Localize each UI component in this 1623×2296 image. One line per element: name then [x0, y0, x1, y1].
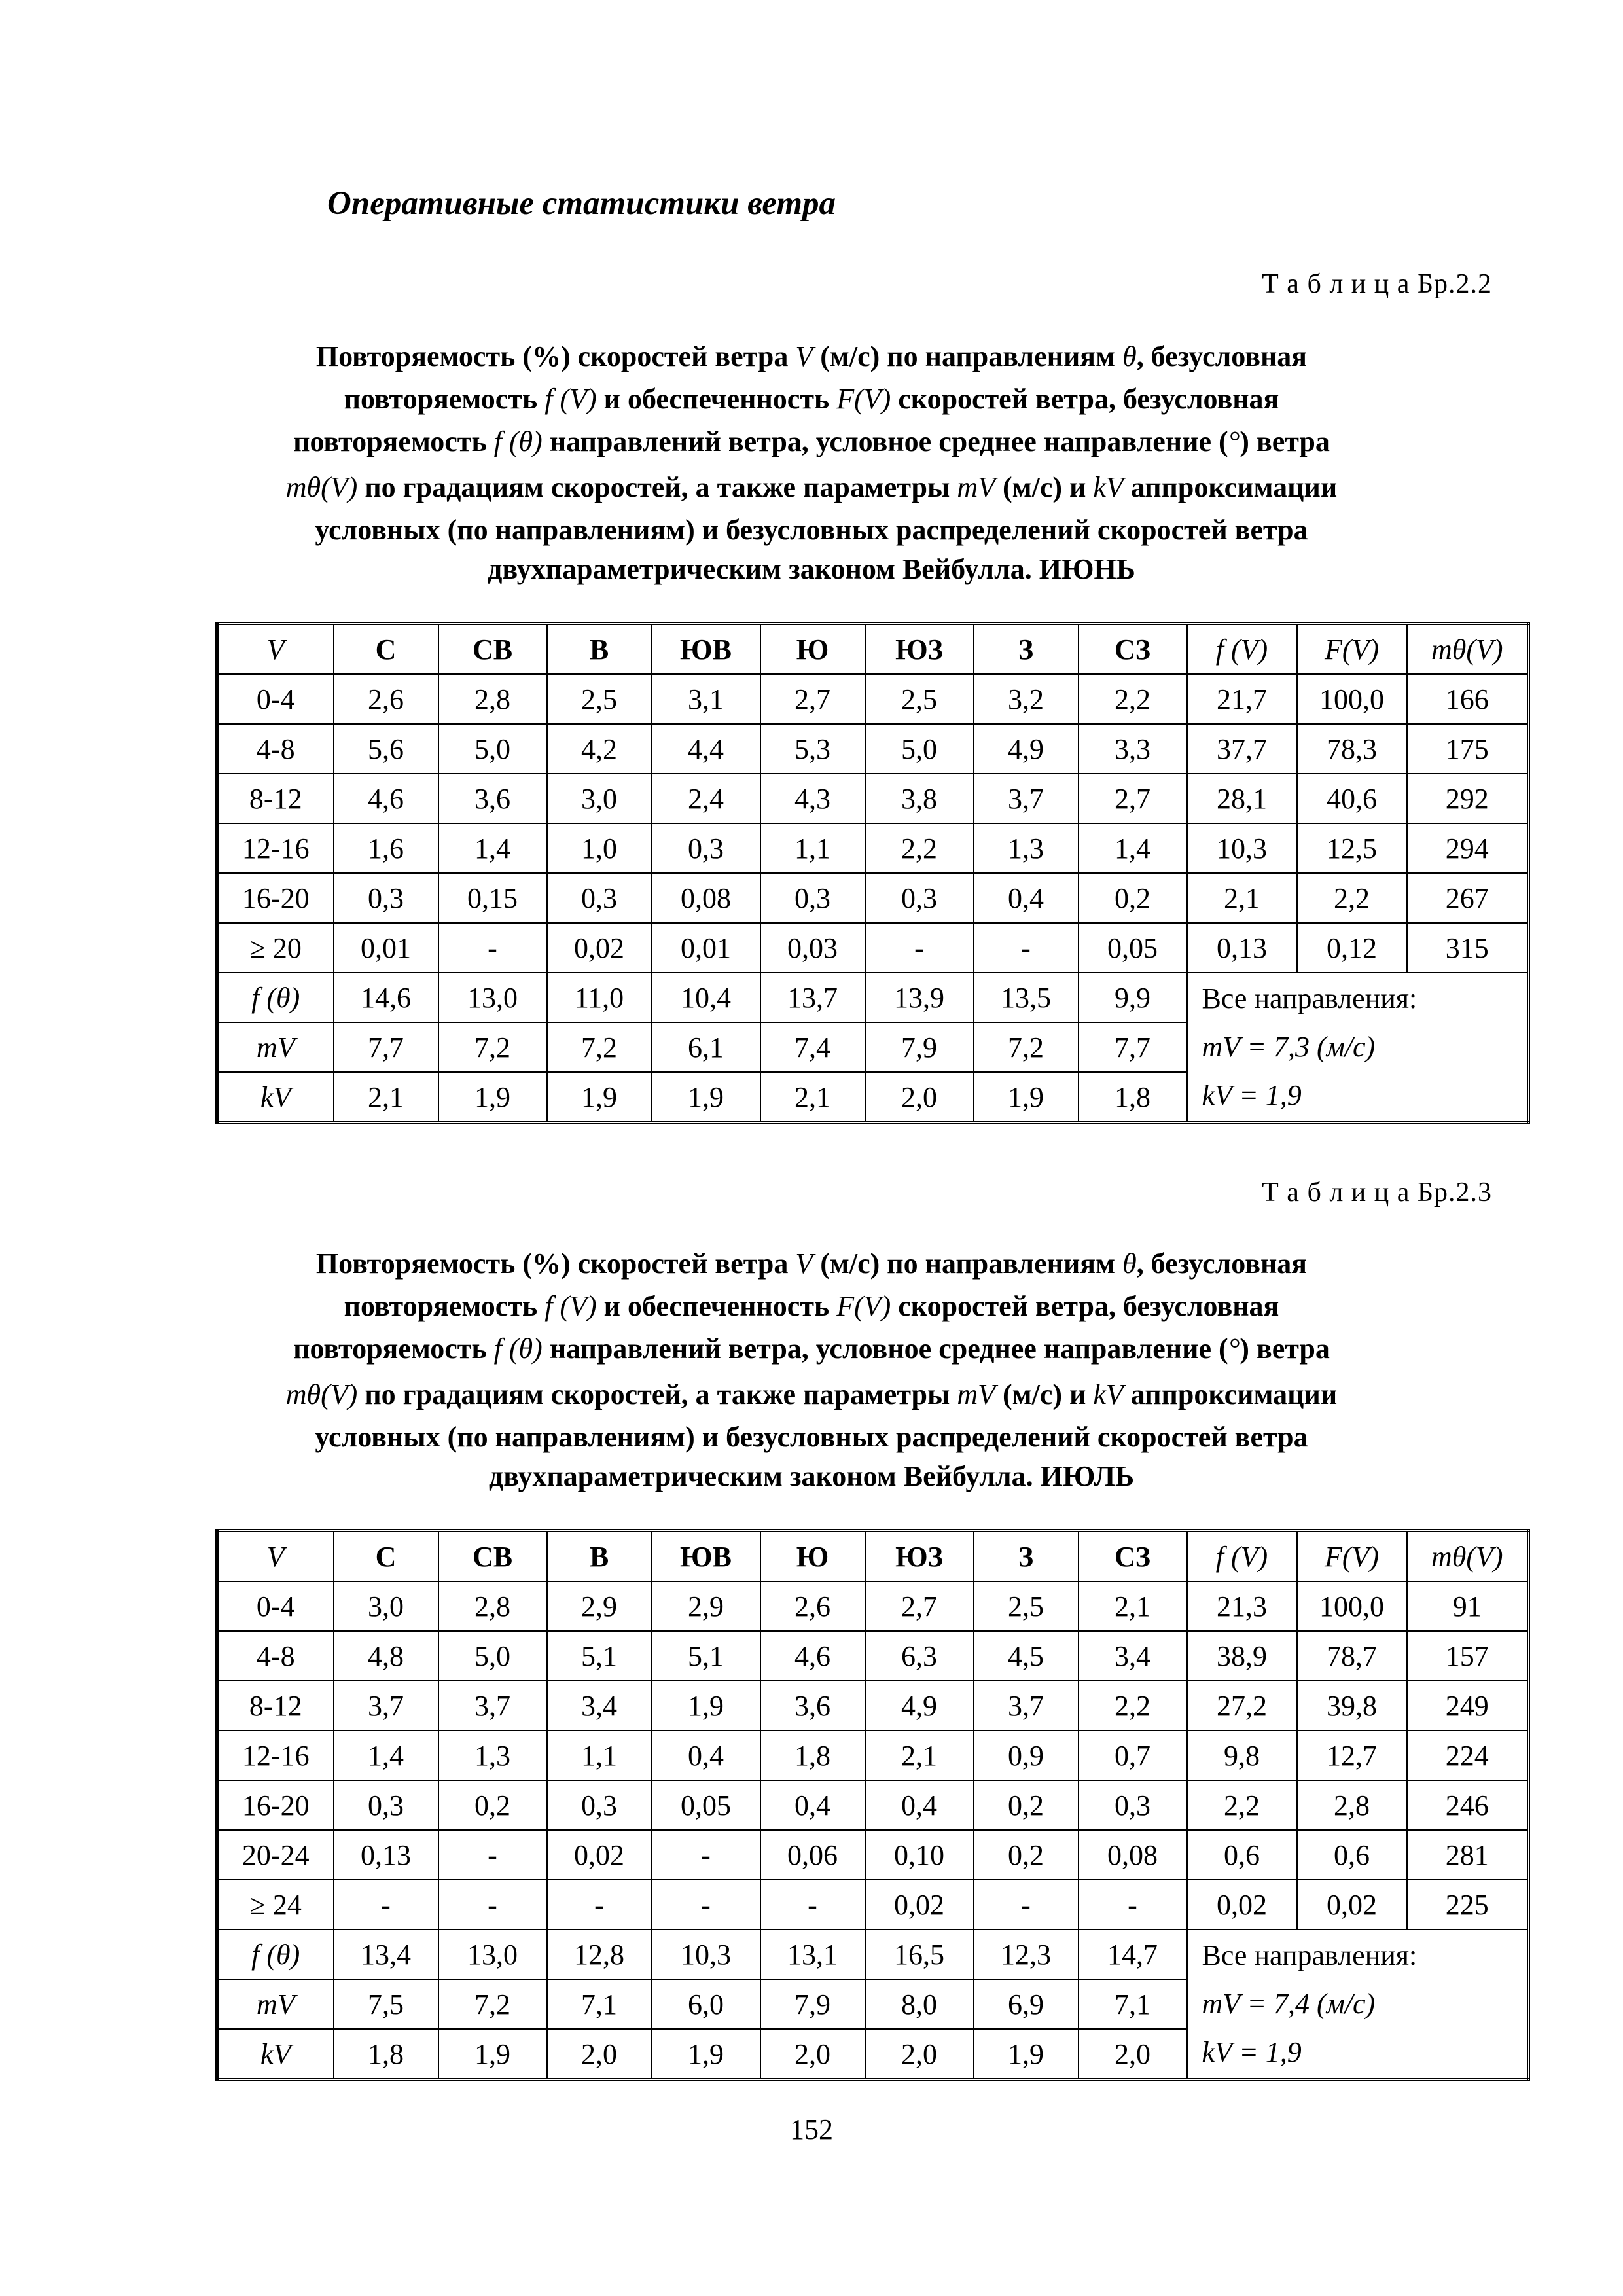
header-row: [217, 624, 1529, 675]
table-cell: 157: [1407, 1631, 1529, 1681]
table-cell: 0,02: [865, 1880, 974, 1929]
table-row: [217, 873, 1529, 923]
table-row: [217, 724, 1529, 774]
table-cell: 1,9: [974, 2029, 1079, 2080]
table-cell: 4,5: [974, 1631, 1079, 1681]
table-row: [217, 1731, 1529, 1780]
table-cell: 4,6: [760, 1631, 865, 1681]
table-cell: 0,3: [334, 1780, 438, 1830]
table-cell: 3,0: [334, 1581, 438, 1631]
table-cell: 4,4: [652, 724, 760, 774]
table-cell: 2,2: [1187, 1780, 1297, 1830]
table-cell: 1,9: [652, 1681, 760, 1731]
table-cell: 3,3: [1079, 724, 1187, 774]
table-cell: 0,2: [974, 1830, 1079, 1880]
table-cell: 315: [1407, 923, 1529, 973]
table-row: [217, 1631, 1529, 1681]
table-cell: 1,1: [760, 823, 865, 873]
table-row: [217, 923, 1529, 973]
table-cell: 16,5: [865, 1929, 974, 1979]
header-cell: V: [217, 624, 334, 675]
table-cell: 11,0: [547, 973, 652, 1022]
table-row: [217, 674, 1529, 724]
table-cell: 7,2: [438, 1979, 547, 2029]
table-cell: -: [334, 1880, 438, 1929]
table-cell: 38,9: [1187, 1631, 1297, 1681]
table-cell: 4,3: [760, 774, 865, 823]
table-label-2: Т а б л и ц а Бр.2.3: [1262, 1177, 1492, 1208]
table-cell: 6,0: [652, 1979, 760, 2029]
table-label-1: Т а б л и ц а Бр.2.2: [1262, 269, 1492, 299]
table-cell: 1,4: [334, 1731, 438, 1780]
table-cell: 0,02: [1187, 1880, 1297, 1929]
table-cell: 2,1: [865, 1731, 974, 1780]
table-cell: 0,06: [760, 1830, 865, 1880]
table-cell: 2,8: [438, 1581, 547, 1631]
header-cell: F(V): [1297, 624, 1407, 675]
table-cell: 2,7: [1079, 774, 1187, 823]
table-cell: 2,2: [1079, 1681, 1187, 1731]
table-cell: 14,7: [1079, 1929, 1187, 1979]
table-row: [217, 1681, 1529, 1731]
row-label: ≥ 24: [217, 1880, 334, 1929]
table-cell: 3,7: [974, 774, 1079, 823]
table-cell: 2,2: [865, 823, 974, 873]
table-cell: 2,8: [438, 674, 547, 724]
table-cell: 0,3: [1079, 1780, 1187, 1830]
header-cell: f (V): [1187, 1531, 1297, 1582]
table-cell: 10,3: [652, 1929, 760, 1979]
table-cell: 267: [1407, 873, 1529, 923]
table-cell: 0,3: [760, 873, 865, 923]
row-label: 4-8: [217, 724, 334, 774]
table-cell: 3,7: [334, 1681, 438, 1731]
table-cell: 0,6: [1187, 1830, 1297, 1880]
table-cell: 0,02: [547, 1830, 652, 1880]
table-cell: 6,1: [652, 1022, 760, 1072]
table-cell: 175: [1407, 724, 1529, 774]
table-cell: 21,7: [1187, 674, 1297, 724]
table-cell: 39,8: [1297, 1681, 1407, 1731]
table-cell: 9,9: [1079, 973, 1187, 1022]
table-cell: 1,4: [1079, 823, 1187, 873]
table-cell: 0,3: [865, 873, 974, 923]
table-cell: 0,4: [652, 1731, 760, 1780]
header-cell: В: [547, 1531, 652, 1582]
header-cell: Ю: [760, 1531, 865, 1582]
table-cell: 0,6: [1297, 1830, 1407, 1880]
table-caption-1: Повторяемость (%) скоростей ветра V (м/с) по направлениям θ, безусловная повторяемость f (V) и обеспеченность F(V) скоростей ветра, безусловная повторяемость f (θ) направлений ветра, условное среднее направление (°) ветра mθ(V) по градациям скоростей, а также параметры mV (м/с) и kV аппроксимации условных (по направлениям) и безусловных распределений скоростей ветра двухпараметрическим законом Вейбулла. ИЮНЬ: [285, 340, 1338, 585]
table-cell: 0,05: [1079, 923, 1187, 973]
table-cell: 0,12: [1297, 923, 1407, 973]
table-cell: 5,0: [865, 724, 974, 774]
summary-title: Все направления:: [1202, 982, 1418, 1014]
table-cell: 3,7: [438, 1681, 547, 1731]
table-cell: 3,4: [1079, 1631, 1187, 1681]
table-cell: 0,4: [865, 1780, 974, 1830]
table-cell: 5,0: [438, 1631, 547, 1681]
table-cell: -: [974, 923, 1079, 973]
table-cell: 37,7: [1187, 724, 1297, 774]
table-cell: 4,9: [974, 724, 1079, 774]
table-cell: -: [438, 1880, 547, 1929]
table-cell: 0,3: [547, 1780, 652, 1830]
table-cell: 6,3: [865, 1631, 974, 1681]
table-cell: -: [547, 1880, 652, 1929]
table-cell: 78,3: [1297, 724, 1407, 774]
table-cell: 7,9: [760, 1979, 865, 2029]
table-cell: 3,2: [974, 674, 1079, 724]
table-cell: 13,9: [865, 973, 974, 1022]
table-cell: 1,8: [760, 1731, 865, 1780]
table-row: [217, 1880, 1529, 1929]
table-caption-2: Повторяемость (%) скоростей ветра V (м/с) по направлениям θ, безусловная повторяемость f (V) и обеспеченность F(V) скоростей ветра, безусловная повторяемость f (θ) направлений ветра, условное среднее направление (°) ветра mθ(V) по градациям скоростей, а также параметры mV (м/с) и kV аппроксимации условных (по направлениям) и безусловных распределений скоростей ветра двухпараметрическим законом Вейбулла. ИЮЛЬ: [285, 1247, 1338, 1492]
table-row: [217, 1581, 1529, 1631]
table-row: [217, 1780, 1529, 1830]
header-cell: f (V): [1187, 624, 1297, 675]
table-cell: 7,1: [1079, 1979, 1187, 2029]
table-cell: 2,5: [974, 1581, 1079, 1631]
table-cell: 1,3: [438, 1731, 547, 1780]
param-row: [217, 1929, 1529, 1979]
table-cell: 3,4: [547, 1681, 652, 1731]
table-cell: 7,2: [438, 1022, 547, 1072]
table-cell: 8,0: [865, 1979, 974, 2029]
table-cell: 2,0: [760, 2029, 865, 2080]
table-cell: 0,02: [547, 923, 652, 973]
table-cell: 1,9: [974, 1072, 1079, 1123]
table-cell: -: [652, 1880, 760, 1929]
table-cell: 3,7: [974, 1681, 1079, 1731]
table-cell: 13,0: [438, 1929, 547, 1979]
header-cell: ЮЗ: [865, 624, 974, 675]
param-label: f (θ): [217, 1929, 334, 1979]
table-cell: 2,1: [334, 1072, 438, 1123]
table-cell: 1,6: [334, 823, 438, 873]
row-label: 4-8: [217, 1631, 334, 1681]
table-cell: 4,2: [547, 724, 652, 774]
table-cell: -: [760, 1880, 865, 1929]
table-cell: 0,01: [334, 923, 438, 973]
table-cell: 2,4: [652, 774, 760, 823]
row-label: 16-20: [217, 1780, 334, 1830]
table-row: [217, 774, 1529, 823]
table-cell: 12,3: [974, 1929, 1079, 1979]
summary-mv: mV = 7,4 (м/с): [1202, 1988, 1376, 2020]
table-cell: 12,8: [547, 1929, 652, 1979]
table-cell: 3,6: [760, 1681, 865, 1731]
table-cell: 281: [1407, 1830, 1529, 1880]
page-number: 152: [790, 2113, 833, 2145]
table-cell: 292: [1407, 774, 1529, 823]
table-cell: 0,08: [1079, 1830, 1187, 1880]
table-cell: 2,1: [1079, 1581, 1187, 1631]
table-cell: 91: [1407, 1581, 1529, 1631]
table-cell: 2,5: [547, 674, 652, 724]
row-label: 8-12: [217, 774, 334, 823]
row-label: 12-16: [217, 1731, 334, 1780]
header-cell: СВ: [438, 1531, 547, 1582]
param-label: f (θ): [217, 973, 334, 1022]
table-cell: 7,4: [760, 1022, 865, 1072]
table-cell: 7,1: [547, 1979, 652, 2029]
table-cell: 0,7: [1079, 1731, 1187, 1780]
table-cell: 7,2: [974, 1022, 1079, 1072]
table-cell: 2,2: [1079, 674, 1187, 724]
table-cell: 0,2: [1079, 873, 1187, 923]
table-cell: 0,3: [547, 873, 652, 923]
table-cell: 3,1: [652, 674, 760, 724]
table-cell: 0,2: [438, 1780, 547, 1830]
table-cell: 2,8: [1297, 1780, 1407, 1830]
table-cell: 12,7: [1297, 1731, 1407, 1780]
table-cell: 2,0: [547, 2029, 652, 2080]
table-cell: 0,03: [760, 923, 865, 973]
param-label: mV: [217, 1022, 334, 1072]
table-cell: 4,8: [334, 1631, 438, 1681]
table-cell: 0,4: [974, 873, 1079, 923]
table-cell: 249: [1407, 1681, 1529, 1731]
all-directions-summary: [1187, 973, 1529, 1123]
table-cell: -: [652, 1830, 760, 1880]
header-cell: СЗ: [1079, 1531, 1187, 1582]
table-cell: 1,4: [438, 823, 547, 873]
table-cell: 2,0: [865, 1072, 974, 1123]
row-label: 0-4: [217, 1581, 334, 1631]
table-cell: 0,13: [1187, 923, 1297, 973]
table-cell: 1,9: [438, 1072, 547, 1123]
header-cell: З: [974, 1531, 1079, 1582]
table-cell: 2,2: [1297, 873, 1407, 923]
table-cell: 4,6: [334, 774, 438, 823]
table-cell: 0,13: [334, 1830, 438, 1880]
table-cell: 13,7: [760, 973, 865, 1022]
table-cell: 0,2: [974, 1780, 1079, 1830]
summary-kv: kV = 1,9: [1202, 2036, 1302, 2068]
header-cell: СВ: [438, 624, 547, 675]
param-label: kV: [217, 2029, 334, 2080]
table-cell: 225: [1407, 1880, 1529, 1929]
table-cell: 100,0: [1297, 1581, 1407, 1631]
header-cell: F(V): [1297, 1531, 1407, 1582]
section-title: Оперативные статистики ветра: [327, 185, 836, 222]
table-cell: 2,1: [1187, 873, 1297, 923]
table-cell: 3,6: [438, 774, 547, 823]
table-row: [217, 823, 1529, 873]
table-cell: -: [438, 923, 547, 973]
table-cell: 1,9: [438, 2029, 547, 2080]
table-cell: 5,0: [438, 724, 547, 774]
table-cell: 13,0: [438, 973, 547, 1022]
table-cell: 1,9: [652, 1072, 760, 1123]
summary-title: Все направления:: [1202, 1939, 1418, 1971]
table-cell: 13,5: [974, 973, 1079, 1022]
table-cell: 246: [1407, 1780, 1529, 1830]
header-cell: С: [334, 624, 438, 675]
table-cell: 10,3: [1187, 823, 1297, 873]
header-cell: В: [547, 624, 652, 675]
row-label: 20-24: [217, 1830, 334, 1880]
param-row: [217, 973, 1529, 1022]
table-cell: 28,1: [1187, 774, 1297, 823]
header-cell: mθ(V): [1407, 1531, 1529, 1582]
param-label: kV: [217, 1072, 334, 1123]
table-cell: 10,4: [652, 973, 760, 1022]
table-cell: 2,7: [865, 1581, 974, 1631]
table-cell: 294: [1407, 823, 1529, 873]
row-label: ≥ 20: [217, 923, 334, 973]
table-cell: -: [865, 923, 974, 973]
table-cell: 5,3: [760, 724, 865, 774]
table-cell: 2,6: [334, 674, 438, 724]
table-cell: 5,6: [334, 724, 438, 774]
table-cell: -: [974, 1880, 1079, 1929]
table-cell: 3,0: [547, 774, 652, 823]
wind-table-june: [215, 622, 1530, 1124]
table-cell: 27,2: [1187, 1681, 1297, 1731]
table-cell: 9,8: [1187, 1731, 1297, 1780]
table-cell: 2,0: [1079, 2029, 1187, 2080]
table-cell: -: [438, 1830, 547, 1880]
all-directions-summary: [1187, 1929, 1529, 2080]
table-cell: 7,7: [334, 1022, 438, 1072]
table-cell: 0,02: [1297, 1880, 1407, 1929]
table-cell: 1,8: [334, 2029, 438, 2080]
table-cell: 0,01: [652, 923, 760, 973]
summary-kv: kV = 1,9: [1202, 1079, 1302, 1111]
header-cell: СЗ: [1079, 624, 1187, 675]
table-cell: 166: [1407, 674, 1529, 724]
table-cell: 5,1: [652, 1631, 760, 1681]
table-cell: 0,15: [438, 873, 547, 923]
table-cell: 2,7: [760, 674, 865, 724]
table-cell: 2,0: [865, 2029, 974, 2080]
table-cell: 224: [1407, 1731, 1529, 1780]
table-cell: 0,9: [974, 1731, 1079, 1780]
table-cell: 1,1: [547, 1731, 652, 1780]
table-cell: 2,6: [760, 1581, 865, 1631]
header-cell: Ю: [760, 624, 865, 675]
table-cell: 13,1: [760, 1929, 865, 1979]
table-cell: 2,1: [760, 1072, 865, 1123]
table-cell: 2,5: [865, 674, 974, 724]
table-cell: 7,9: [865, 1022, 974, 1072]
table-cell: 3,8: [865, 774, 974, 823]
table-cell: 1,3: [974, 823, 1079, 873]
table-cell: -: [1079, 1880, 1187, 1929]
table-cell: 40,6: [1297, 774, 1407, 823]
table-cell: 1,9: [547, 1072, 652, 1123]
table-cell: 0,05: [652, 1780, 760, 1830]
table-cell: 13,4: [334, 1929, 438, 1979]
row-label: 16-20: [217, 873, 334, 923]
table-cell: 0,3: [334, 873, 438, 923]
header-cell: mθ(V): [1407, 624, 1529, 675]
table-cell: 7,5: [334, 1979, 438, 2029]
table-cell: 5,1: [547, 1631, 652, 1681]
table-cell: 0,3: [652, 823, 760, 873]
header-row: [217, 1531, 1529, 1582]
row-label: 8-12: [217, 1681, 334, 1731]
row-label: 12-16: [217, 823, 334, 873]
table-cell: 7,2: [547, 1022, 652, 1072]
table-cell: 0,08: [652, 873, 760, 923]
table-cell: 0,10: [865, 1830, 974, 1880]
header-cell: ЮВ: [652, 1531, 760, 1582]
table-cell: 1,0: [547, 823, 652, 873]
table-row: [217, 1830, 1529, 1880]
table-cell: 6,9: [974, 1979, 1079, 2029]
row-label: 0-4: [217, 674, 334, 724]
header-cell: ЮВ: [652, 624, 760, 675]
table-cell: 100,0: [1297, 674, 1407, 724]
param-label: mV: [217, 1979, 334, 2029]
table-cell: 2,9: [652, 1581, 760, 1631]
table-cell: 1,8: [1079, 1072, 1187, 1123]
summary-mv: mV = 7,3 (м/с): [1202, 1031, 1376, 1063]
wind-table-july: [215, 1529, 1530, 2081]
table-cell: 4,9: [865, 1681, 974, 1731]
header-cell: ЮЗ: [865, 1531, 974, 1582]
table-cell: 78,7: [1297, 1631, 1407, 1681]
header-cell: З: [974, 624, 1079, 675]
table-cell: 12,5: [1297, 823, 1407, 873]
table-cell: 21,3: [1187, 1581, 1297, 1631]
header-cell: С: [334, 1531, 438, 1582]
table-cell: 14,6: [334, 973, 438, 1022]
table-cell: 0,4: [760, 1780, 865, 1830]
header-cell: V: [217, 1531, 334, 1582]
table-cell: 1,9: [652, 2029, 760, 2080]
table-cell: 7,7: [1079, 1022, 1187, 1072]
table-cell: 2,9: [547, 1581, 652, 1631]
